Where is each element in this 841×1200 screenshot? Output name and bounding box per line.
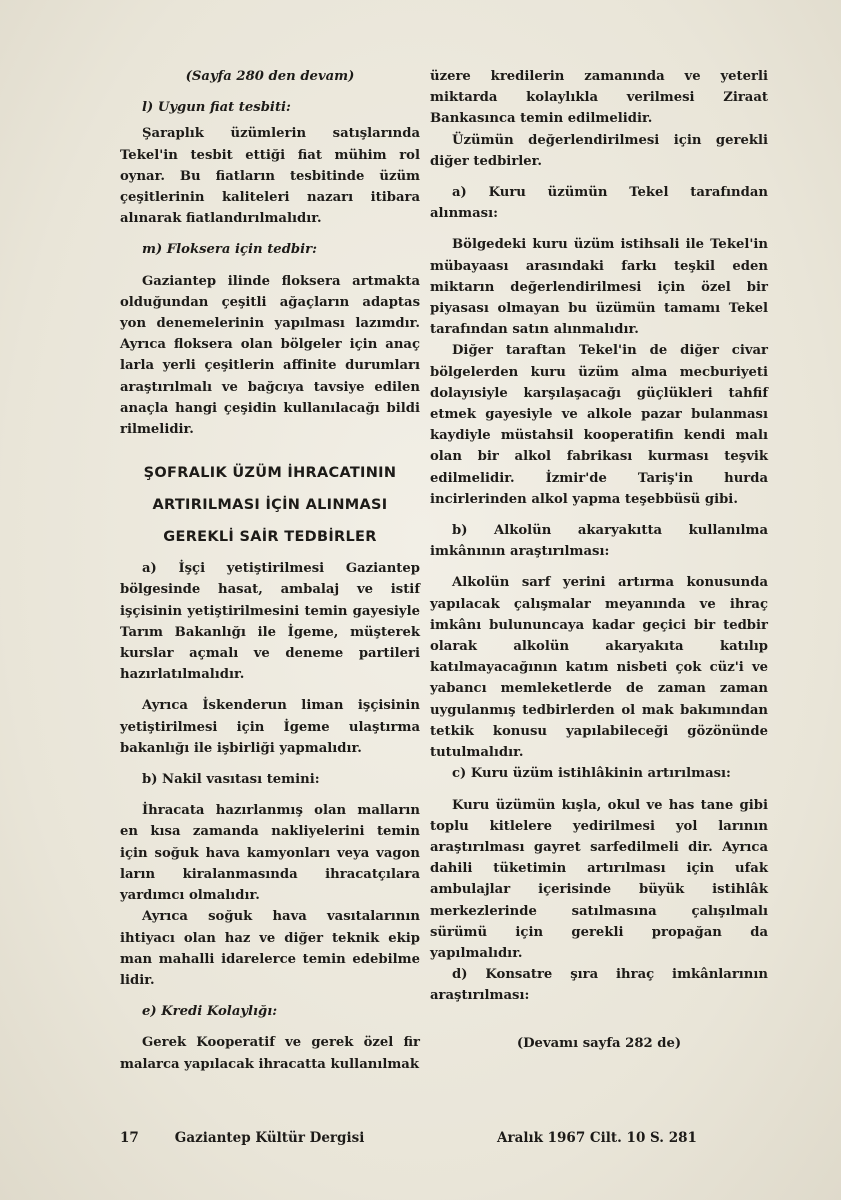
item-b-text-2: Ayrıca soğuk hava vasıtalarının ihtiyacı olan haz ve diğer teknik ekip man mahalli idarelerce temin edebilme lidir. (120, 909, 420, 988)
section-m-text: Gaziantep ilinde floksera artmakta olduğundan çeşitli ağaçların adaptas yon denemelerinin yapılması lazımdır. Ayrıca floksera olan bölgeler için anaç larla yerli çeşitlerin affinite durumları araştırılmalı ve bağcıya tavsiye edilen anaçla hangi çeşidin kullanılacağı bildi rilmelidir. (120, 273, 420, 438)
continued-on-note: (Devamı sayfa 282 de) (516, 1035, 682, 1051)
footer-issue: Aralık 1967 Cilt. 10 S. 281 (497, 1130, 697, 1146)
right-item-b-text: Alkolün sarf yerini artırma konusunda yapılacak çalışmalar meyanında ve ihraç imkânı bulununcaya kadar geçici bir tedbir olarak alkolün akaryakıta katılıp katılmayacağının katım nisbeti çok cüz'i ve yabancı memleketlerde de zaman zaman uygulanmış tedbirlerden ol mak bakımından tetkik konusu yapılabileceği gözönünde tutulmalıdır. (430, 575, 768, 761)
section-heading-line-2: ARTIRILMASI İÇİN ALINMASI (152, 497, 388, 514)
journal-name: Gaziantep Kültür Dergisi (174, 1130, 365, 1146)
section-l-title: l) Uygun fiat tesbiti: (142, 100, 291, 116)
right-item-a-text-2: Diğer taraftan Tekel'in de diğer civar bölgelerden kuru üzüm alma mecburiyeti dolayısiyle karşılaşacağı güçlükleri tahfif etmek gayesiyle ve alkole pazar bulanması kaydiyle müstahsil kooperatifin kendi malı olan bir alkol fabrikası kurması teşvik edilmelidir. İzmir'de Tariş'in hurda incirlerinden alkol yapma teşebbüsü gibi. (430, 343, 768, 507)
right-item-d-title: d) Konsatre şıra ihraç imkânlarının araştırılması: (430, 967, 768, 1004)
item-e-continued: üzere kredilerin zamanında ve yeterli miktarda kolaylıkla verilmesi Ziraat Bankasınca temin edilmelidir. (430, 69, 768, 127)
continued-from-note: (Sayfa 280 den devam) (185, 69, 355, 84)
grape-evaluation-intro: Üzümün değerlendirilmesi için gerekli diğer tedbirler. (430, 132, 768, 169)
section-heading-line-3: GEREKLİ SAİR TEDBİRLER (163, 529, 377, 546)
right-item-c-text: Kuru üzümün kışla, okul ve has tane gibi toplu kitlelere yedirilmesi yol larının araştırılması gayret sarfedilmeli dir. Ayrıca dahili tüketimin artırılması için ufak ambulajlar içerisinde büyük istihlâk merkezlerinde satılmasına çalışılmalı sürümü için gerekli propağan da yapılmalıdır. (430, 797, 768, 961)
page-number: 17 (120, 1130, 139, 1146)
left-column (120, 66, 420, 1075)
item-e-text: Gerek Kooperatif ve gerek özel fir malarca yapılacak ihracatta kullanılmak (120, 1035, 420, 1072)
right-column (430, 66, 768, 1054)
section-m-title: m) Floksera için tedbir: (142, 242, 317, 258)
right-item-a-title: a) Kuru üzümün Tekel tarafından alınması: (430, 185, 768, 222)
item-a-text: a) İşçi yetiştirilmesi Gaziantep bölgesinde hasat, ambalaj ve istif işçisinin yetiştirilmesini temin gayesiyle Tarım Bakanlığı ile İgeme, müşterek kurslar açmalı ve deneme partileri hazırlatılmalıdır. (120, 561, 420, 683)
right-item-a-text: Bölgedeki kuru üzüm istihsali ile Tekel'in mübayaası arasındaki farkı teşkil eden miktarın değerlendirilmesi için özel bir piyasası olmayan bu üzümün tamamı Tekel tarafından satın alınmalıdır. (430, 237, 768, 338)
right-item-c-title: c) Kuru üzüm istihlâkinin artırılması: (452, 766, 731, 782)
footer-left (120, 1130, 420, 1146)
item-b-title: b) Nakil vasıtası temini: (142, 772, 320, 788)
item-a-text-2: Ayrıca İskenderun liman işçisinin yetiştirilmesi için İgeme ulaştırma bakanlığı ile işbirliği yapmalıdır. (120, 698, 420, 756)
right-item-b-title: b) Alkolün akaryakıtta kullanılma imkânının araştırılması: (430, 523, 768, 560)
section-heading-line-1: ŞOFRALIK ÜZÜM İHRACATININ (143, 465, 397, 482)
item-e-title: e) Kredi Kolaylığı: (142, 1004, 278, 1020)
section-l-text: Şaraplık üzümlerin satışlarında Tekel'in tesbit ettiği fiat mühim rol oynar. Bu fiatların tesbitinde üzüm çeşitlerinin kaliteleri nazarı itibara alınarak fiatlandırılmalıdır. (120, 126, 420, 227)
item-b-text: İhracata hazırlanmış olan malların en kısa zamanda nakliyelerini temin için soğuk hava kamyonları veya vagon ların kiralanmasında ihracatçılara yardımcı olmalıdır. (120, 803, 420, 904)
